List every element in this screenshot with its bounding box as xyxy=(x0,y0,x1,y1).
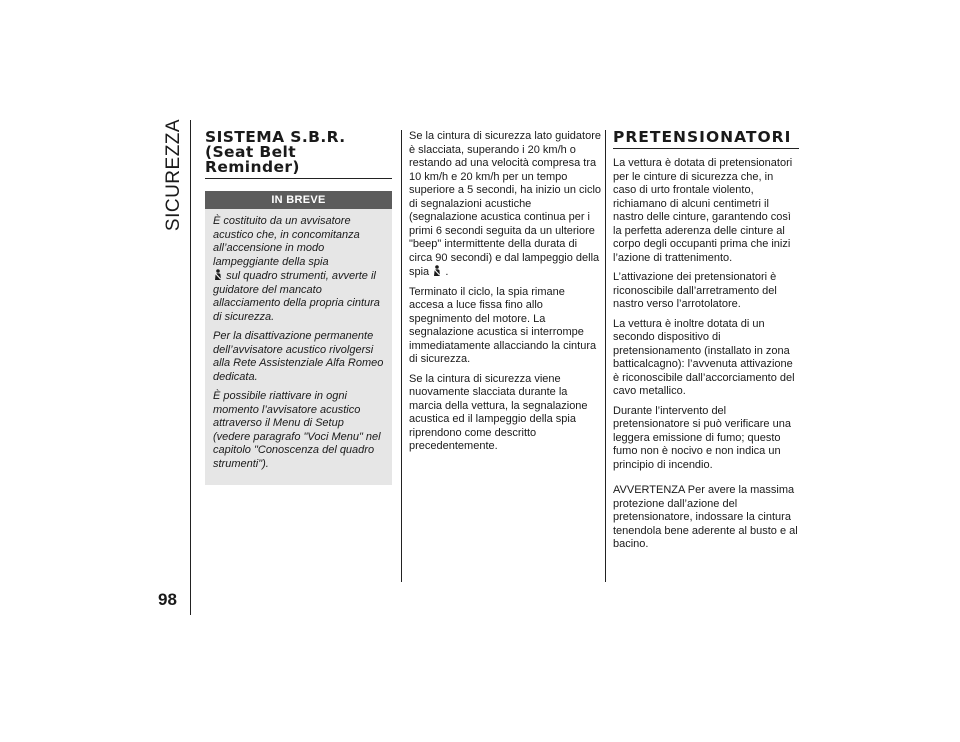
section-label-text: SICUREZZA xyxy=(163,118,184,232)
summary-box xyxy=(205,191,392,485)
column-pretensioners xyxy=(613,130,799,558)
summary-paragraph-3: È possibile riattivare in ogni momento l’avvisatore acustico attraverso il Menu di Setup (vedere paragrafo "Voci Menu" nel capitolo "Conoscenza del quadro strumenti"). xyxy=(213,390,381,470)
summary-paragraph-1-start: È costituito da un avvisatore acustico che, in concomitanza all’accensione in modo lampeggiante della spia xyxy=(213,215,360,268)
pretensioners-paragraph-4: Durante l’intervento del pretensionatore si può verificare una leggera emissione di fumo; questo fumo non è nocivo e non indica un principio di incendio. xyxy=(613,404,791,471)
column-sbr xyxy=(205,130,392,485)
summary-box-title: IN BREVE xyxy=(205,191,392,209)
pretensioners-paragraph-2: L’attivazione dei pretensionatori è riconoscibile dall’arretramento del nastro verso l’arrotolatore. xyxy=(613,271,777,310)
sbr-heading: SISTEMA S.B.R. (Seat Belt Reminder) xyxy=(205,130,392,179)
sbr-paragraph-1 xyxy=(409,130,601,280)
seatbelt-warning-icon xyxy=(432,265,442,277)
page-number: 98 xyxy=(158,590,177,609)
column-divider-2 xyxy=(605,130,606,582)
column-divider-1 xyxy=(401,130,402,582)
pretensioners-heading: PRETENSIONATORI xyxy=(613,130,799,149)
sbr-paragraph-2: Terminato il ciclo, la spia rimane accesa a luce fissa fino allo spegnimento del motore. La segnalazione acustica si interrompe immediatamente allacciando la cintura di sicurezza. xyxy=(409,285,597,365)
pretensioners-paragraph-3: La vettura è inoltre dotata di un secondo dispositivo di pretensionamento (installato in zona batticalcagno): l’avvenuta attivazione è riconoscibile dall’accorciamento del cavo metallico. xyxy=(613,317,795,397)
summary-paragraph-2: Per la disattivazione permanente dell’avvisatore acustico rivolgersi alla Rete Assistenziale Alfa Romeo dedicata. xyxy=(213,330,384,383)
section-side-label xyxy=(158,120,190,230)
column-sbr-details xyxy=(409,130,601,460)
sbr-paragraph-3: Se la cintura di sicurezza viene nuovamente slacciata durante la marcia della vettura, la segnalazione acustica ed il lampeggio della spia riprendono come descritto precedentemente. xyxy=(409,372,588,452)
sbr-paragraph-1-text: Se la cintura di sicurezza lato guidatore è slacciata, superando i 20 km/h o restando ad una velocità compresa tra 10 km/h e 20 km/h per un tempo superiore a 5 secondi, ha inizio un ciclo di segnalazioni acustiche (segnalazione acustica continua per i primi 6 secondi seguita da un ulteriore "beep" intermittente della durata di circa 90 secondi) e dal lampeggio della spia xyxy=(409,130,602,278)
seatbelt-warning-icon xyxy=(213,269,223,281)
side-rule xyxy=(190,120,191,615)
summary-paragraph-1 xyxy=(213,215,384,324)
summary-box-body xyxy=(205,209,392,471)
sbr-paragraph-1-end: . xyxy=(445,266,449,278)
pretensioners-paragraph-1: La vettura è dotata di pretensionatori per le cinture di sicurezza che, in caso di urto frontale violento, richiamano di alcuni centimetri il nastro delle cinture, garantendo così la perfetta aderenza delle cinture al corpo degli occupanti prima che inizi l’azione di trattenimento. xyxy=(613,157,793,264)
summary-paragraph-1-end: sul quadro strumenti, avverte il guidatore del mancato allacciamento della propria cintura di sicurezza. xyxy=(213,270,380,323)
pretensioners-warning: AVVERTENZA Per avere la massima protezione dall’azione del pretensionatore, indossare la cintura tenendola bene aderente al busto e al bacino. xyxy=(613,484,798,550)
